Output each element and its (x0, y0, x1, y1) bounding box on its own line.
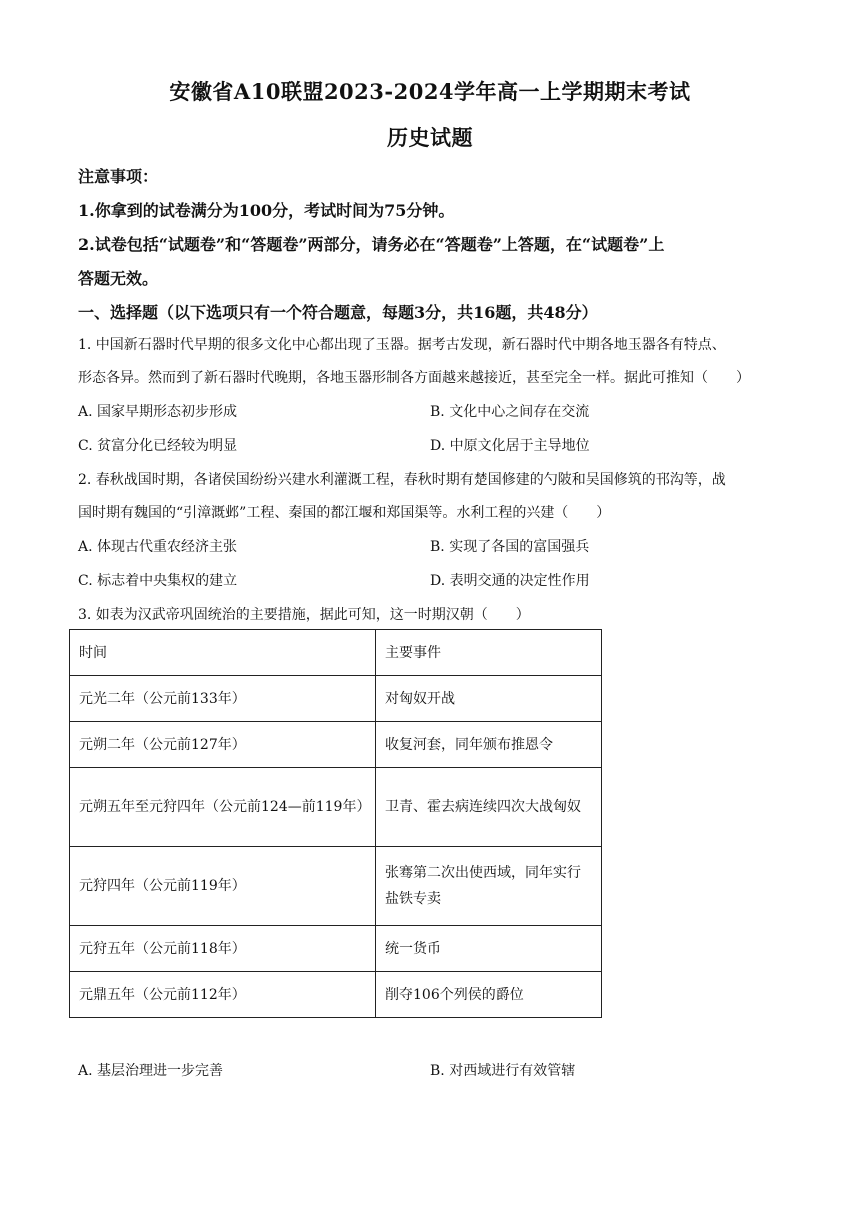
q1-option-b: B. 文化中心之间存在交流 (430, 404, 590, 420)
table-cell-event: 卫青、霍去病连续四次大战匈奴 (376, 768, 602, 847)
table-cell-time: 元狩四年（公元前119年） (70, 847, 376, 926)
q3-option-b: B. 对西域进行有效管辖 (430, 1063, 576, 1079)
table-cell-event: 对匈奴开战 (376, 676, 602, 722)
q2-option-c: C. 标志着中央集权的建立 (78, 573, 238, 589)
table-row (70, 847, 602, 926)
table-cell-time: 元朔二年（公元前127年） (70, 722, 376, 768)
question-1-line-1: 1. 中国新石器时代早期的很多文化中心都出现了玉器。据考古发现，新石器时代中期各地玉器各有特点、 (78, 337, 726, 353)
table-cell-time: 元光二年（公元前133年） (70, 676, 376, 722)
q2-option-b: B. 实现了各国的富国强兵 (430, 539, 590, 555)
table-row (70, 722, 602, 768)
table-cell-event: 收复河套，同年颁布推恩令 (376, 722, 602, 768)
q1-option-c: C. 贫富分化已经较为明显 (78, 438, 238, 454)
table-cell-event: 削夺106个列侯的爵位 (376, 972, 602, 1018)
table-cell-time: 元狩五年（公元前118年） (70, 926, 376, 972)
table-cell-event: 张骞第二次出使西域，同年实行盐铁专卖 (376, 847, 602, 926)
exam-subtitle: 历史试题 (387, 125, 473, 150)
table-cell-time: 元朔五年至元狩四年（公元前124—前119年） (70, 768, 376, 847)
table-row (70, 768, 602, 847)
question-1-line-2: 形态各异。然而到了新石器时代晚期，各地玉器形制各方面越来越接近，甚至完全一样。据此可推知（ ） (78, 370, 750, 386)
q2-option-d: D. 表明交通的决定性作用 (430, 573, 590, 589)
measures-table (69, 629, 602, 1018)
notice-item-2-line-2: 答题无效。 (78, 269, 159, 288)
q1-option-d: D. 中原文化居于主导地位 (430, 438, 590, 454)
section-heading: 一、选择题（以下选项只有一个符合题意，每题3分，共16题，共48分） (78, 303, 598, 322)
table-row (70, 676, 602, 722)
question-2-line-1: 2. 春秋战国时期，各诸侯国纷纷兴建水利灌溉工程，春秋时期有楚国修建的勺陂和吴国修筑的邗沟等，战 (78, 472, 726, 488)
table-cell-event: 统一货币 (376, 926, 602, 972)
table-cell-time: 元鼎五年（公元前112年） (70, 972, 376, 1018)
table-row (70, 926, 602, 972)
table-header-event: 主要事件 (376, 630, 602, 676)
exam-title: 安徽省A10联盟2023-2024学年高一上学期期末考试 (169, 79, 691, 104)
question-2-line-2: 国时期有魏国的“引漳溉邺”工程、秦国的都江堰和郑国渠等。水利工程的兴建（ ） (78, 505, 611, 521)
q2-option-a: A. 体现古代重农经济主张 (78, 539, 238, 555)
notice-heading: 注意事项： (78, 167, 159, 186)
question-3-line-1: 3. 如表为汉武帝巩固统治的主要措施，据此可知，这一时期汉朝（ ） (78, 607, 530, 623)
table-header-row (70, 630, 602, 676)
table-header-time: 时间 (70, 630, 376, 676)
table-row (70, 972, 602, 1018)
notice-item-1: 1.你拿到的试卷满分为100分，考试时间为75分钟。 (78, 201, 455, 220)
q1-option-a: A. 国家早期形态初步形成 (78, 404, 238, 420)
notice-item-2-line-1: 2.试卷包括“试题卷”和“答题卷”两部分，请务必在“答题卷”上答题，在“试题卷”上 (78, 235, 665, 254)
q3-option-a: A. 基层治理进一步完善 (78, 1063, 224, 1079)
